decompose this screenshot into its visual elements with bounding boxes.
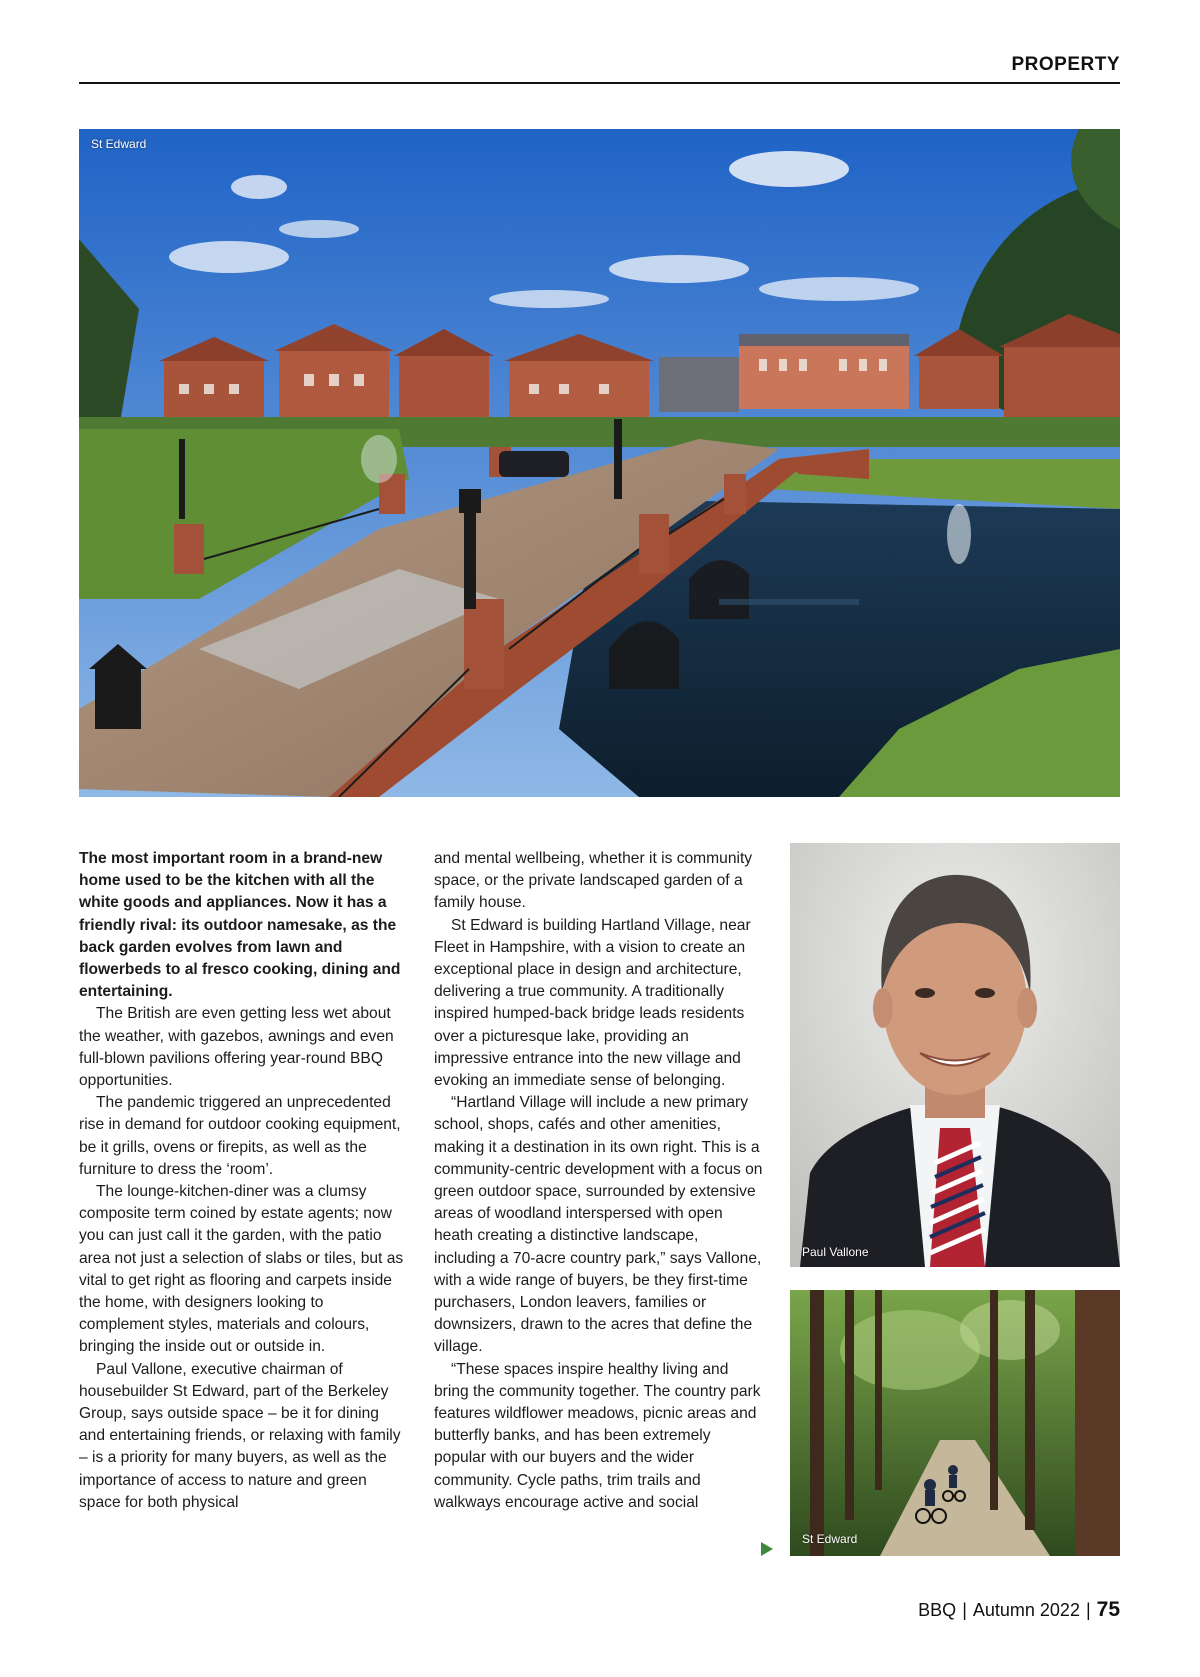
article-paragraph: The pandemic triggered an unprecedented rise in demand for outdoor cooking equipment, be it grills, ovens or firepits, as well as the furniture to dress the ‘room’. bbox=[79, 1094, 401, 1178]
portrait-caption: Paul Vallone bbox=[802, 1245, 869, 1259]
section-label: PROPERTY bbox=[1011, 54, 1120, 75]
article-paragraph: “Hartland Village will include a new primary school, shops, cafés and other amenities, making it a destination in its own right. This is a community-centric development with a focus on green outdoor space, surrounded by extensive areas of woodland interspersed with open heath creating a distinctive landscape, including a 70-acre country park,” says Vallone, with a wide range of buyers, be they first-time purchasers, London leavers, families or downsizers, drawn to the acres that define the village. bbox=[434, 1094, 763, 1356]
article-paragraph: The lounge-kitchen-diner was a clumsy composite term coined by estate agents; now you can just call it the garden, with the patio area not just a selection of slabs or tiles, but as vital to get right as flooring and carpets inside the home, with designers looking to complement styles, materials and colours, bringing the inside out or outside in. bbox=[79, 1183, 404, 1356]
continue-arrow-icon bbox=[761, 1542, 773, 1556]
article-column-2 bbox=[434, 848, 764, 1514]
folio-separator: | bbox=[962, 1600, 967, 1620]
article-paragraph: “These spaces inspire healthy living and bring the community together. The country park features wildflower meadows, picnic areas and butterfly banks, and has been extremely popular with our buyers and the wider community. Cycle paths, trim trails and walkways encourage active and social bbox=[434, 1360, 761, 1511]
forest-photo-credit: St Edward bbox=[802, 1532, 858, 1546]
header-rule bbox=[79, 82, 1120, 84]
issue-label: Autumn 2022 bbox=[972, 1600, 1080, 1620]
article-lede: The most important room in a brand-new home used to be the kitchen with all the white goods and appliances. Now it has a friendly rival: its outdoor namesake, as the back garden evolves from lawn and flowerbeds to al fresco cooking, dining and entertaining. bbox=[79, 850, 401, 1001]
article-paragraph: St Edward is building Hartland Village, near Fleet in Hampshire, with a vision to create an exceptional place in design and architecture, delivering a true community. A traditionally inspired humped-back bridge leads residents over a picturesque lake, providing an impressive entrance into the new village and evoking an immediate sense of belonging. bbox=[434, 916, 751, 1090]
page-footer bbox=[918, 1598, 1120, 1622]
article-paragraph: and mental wellbeing, whether it is community space, or the private landscaped garden of a family house. bbox=[434, 850, 753, 912]
article-column-1 bbox=[79, 848, 409, 1514]
page-number: 75 bbox=[1096, 1598, 1120, 1621]
hero-photo-credit: St Edward bbox=[91, 137, 147, 151]
article-paragraph: The British are even getting less wet about the weather, with gazebos, awnings and even full-blown pavilions offering year-round BBQ opportunities. bbox=[79, 1005, 394, 1090]
forest-photo bbox=[790, 1290, 1120, 1556]
article-paragraph: Paul Vallone, executive chairman of housebuilder St Edward, part of the Berkeley Group, says outside space – be it for dining and entertaining friends, or relaxing with family – is a priority for many buyers, as well as the importance of access to nature and green space for both physical bbox=[79, 1360, 401, 1511]
portrait-photo bbox=[790, 843, 1120, 1267]
folio-separator: | bbox=[1085, 1600, 1091, 1620]
hero-photo bbox=[79, 129, 1120, 797]
publication-name: BBQ bbox=[918, 1600, 957, 1620]
